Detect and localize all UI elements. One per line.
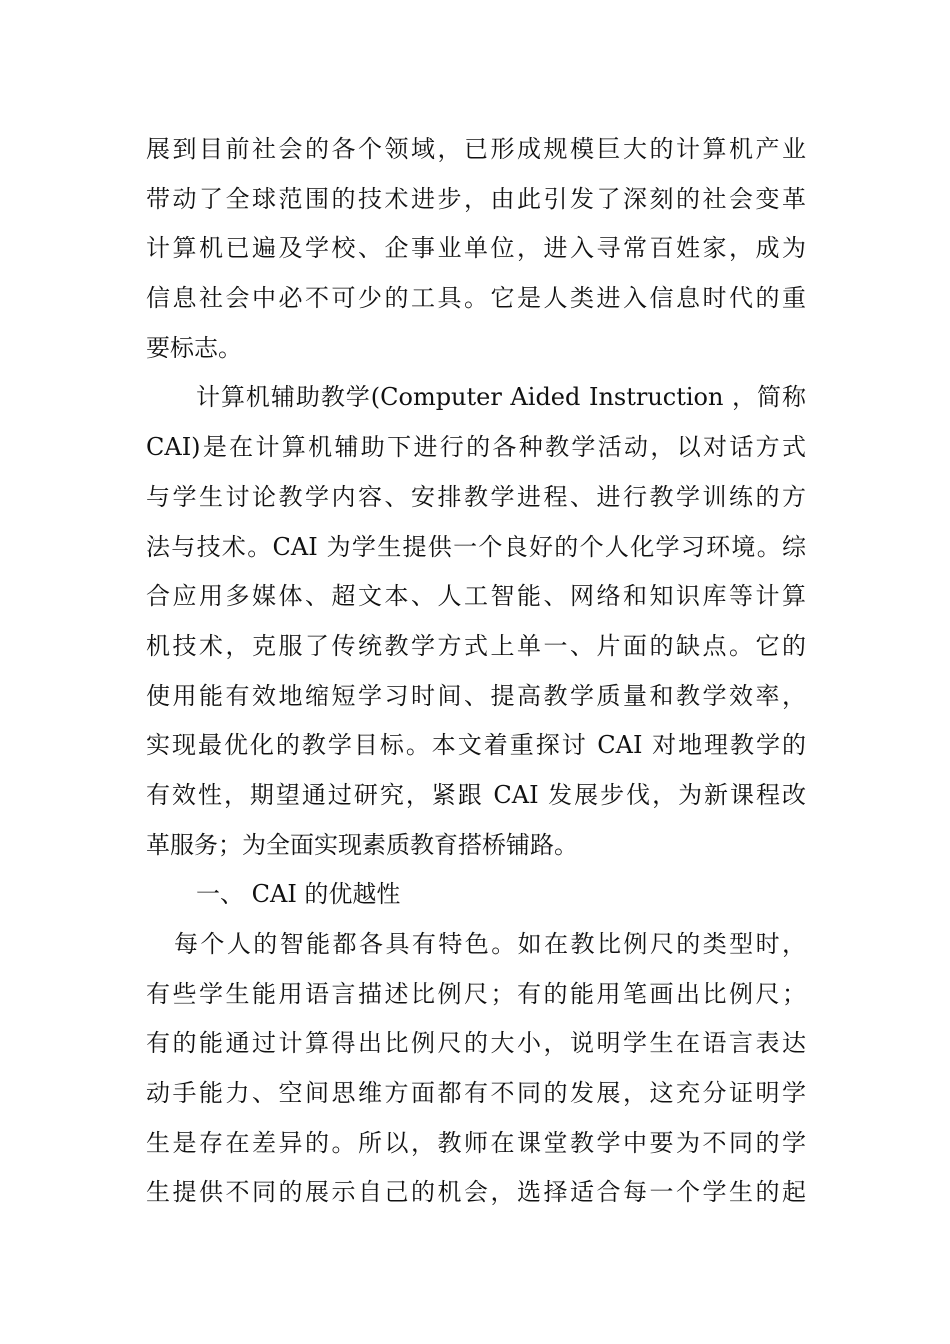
text-line: 使用能有效地缩短学习时间、提高教学质量和教学效率， <box>146 681 806 710</box>
text-line: 实现最优化的教学目标。本文着重探讨 CAI 对地理教学的 <box>146 731 806 760</box>
text-line: 法与技术。CAI 为学生提供一个良好的个人化学习环境。综 <box>146 532 806 561</box>
text-line: 计算机已遍及学校、企事业单位，进入寻常百姓家，成为 <box>146 234 806 263</box>
text-line: 信息社会中必不可少的工具。它是人类进入信息时代的重 <box>146 284 806 313</box>
text-line: 与学生讨论教学内容、安排教学进程、进行教学训练的方 <box>146 482 806 511</box>
text-line: 动手能力、空间思维方面都有不同的发展，这充分证明学 <box>146 1079 806 1108</box>
text-line: 有效性，期望通过研究，紧跟 CAI 发展步伐，为新课程改 <box>146 780 806 809</box>
text-line: 革服务；为全面实现素质教育搭桥铺路。 <box>146 830 578 859</box>
body-text <box>146 125 806 1218</box>
text-line: 计算机辅助教学(Computer Aided Instruction ，简称 <box>196 383 806 412</box>
text-line: 生是存在差异的。所以，教师在课堂教学中要为不同的学 <box>146 1128 806 1157</box>
text-line: 要标志。 <box>146 333 242 362</box>
text-line: 合应用多媒体、超文本、人工智能、网络和知识库等计算 <box>146 582 806 611</box>
text-line: 展到目前社会的各个领域，已形成规模巨大的计算机产业 <box>146 135 806 163</box>
text-line: 有些学生能用语言描述比例尺；有的能用笔画出比例尺； <box>146 979 806 1008</box>
section-heading: 一、 CAI 的优越性 <box>196 880 401 909</box>
text-line: CAI)是在计算机辅助下进行的各种教学活动，以对话方式 <box>146 433 806 462</box>
text-line: 生提供不同的展示自己的机会，选择适合每一个学生的起 <box>146 1178 806 1207</box>
text-line: 带动了全球范围的技术进步，由此引发了深刻的社会变革 <box>146 184 806 213</box>
text-line: 有的能通过计算得出比例尺的大小，说明学生在语言表达 <box>146 1029 806 1058</box>
text-line: 每个人的智能都各具有特色。如在教比例尺的类型时， <box>174 930 806 958</box>
text-line: 机技术，克服了传统教学方式上单一、片面的缺点。它的 <box>146 631 806 660</box>
